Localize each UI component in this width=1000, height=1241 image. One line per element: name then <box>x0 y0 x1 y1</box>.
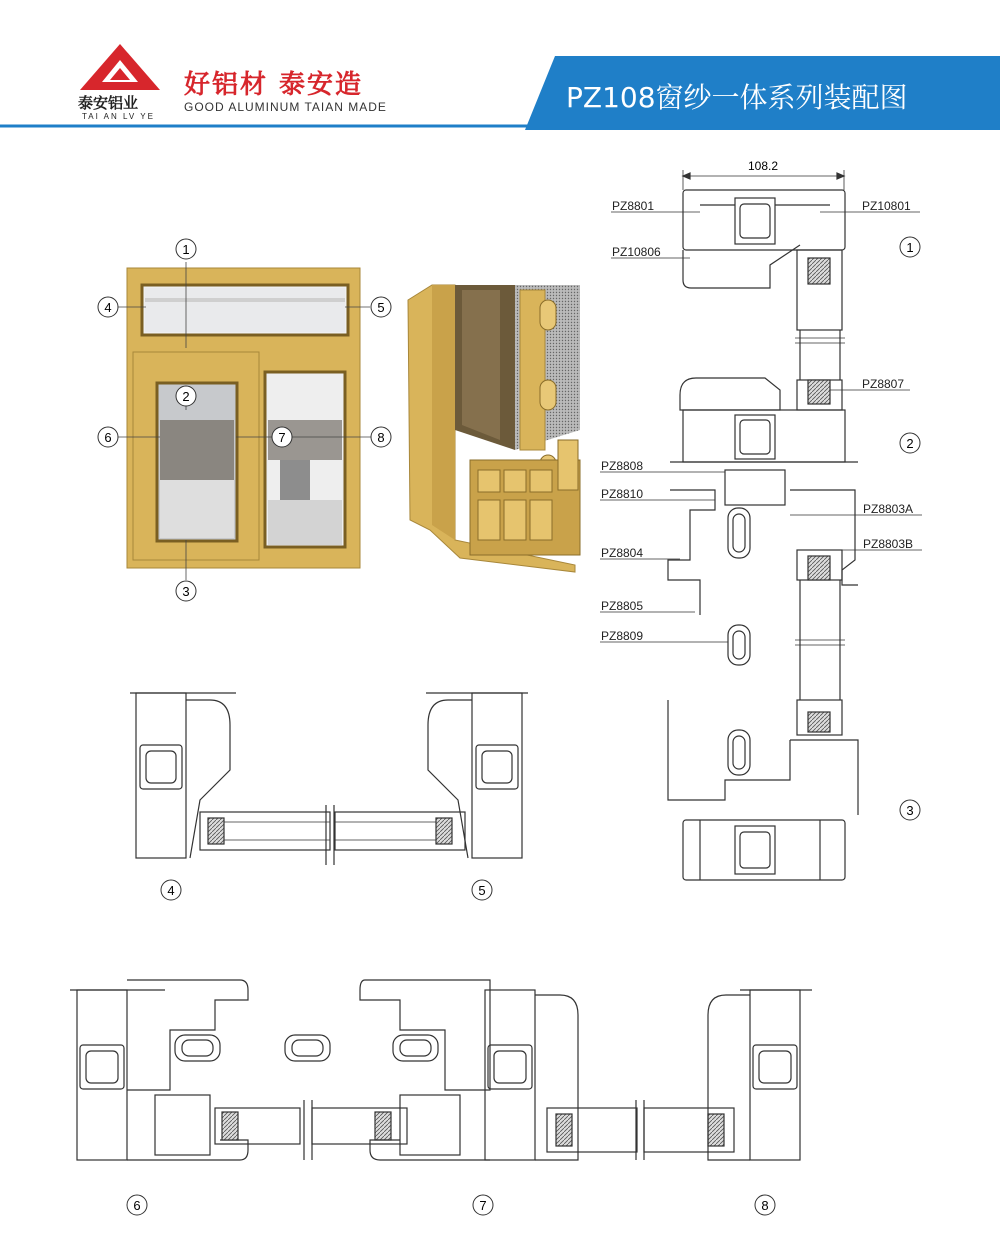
svg-text:7: 7 <box>479 1198 487 1213</box>
front-marker-1 <box>176 239 196 259</box>
svg-text:1: 1 <box>906 240 914 255</box>
svg-text:4: 4 <box>167 883 175 898</box>
svg-text:6: 6 <box>133 1198 141 1213</box>
profile-cutaway-render <box>408 285 580 572</box>
node-7-section <box>285 980 578 1160</box>
node-6-section <box>70 980 300 1160</box>
front-marker-3 <box>176 581 196 601</box>
svg-text:7: 7 <box>278 430 286 445</box>
node-5-section <box>326 693 528 865</box>
svg-text:4: 4 <box>104 300 112 315</box>
front-marker-6 <box>98 427 118 447</box>
svg-text:1: 1 <box>182 242 190 257</box>
part-label-pz8804: PZ8804 <box>601 546 644 560</box>
svg-text:5: 5 <box>478 883 486 898</box>
section-marker-1 <box>900 237 920 257</box>
brand-logo-icon <box>80 44 160 90</box>
part-label-pz8809: PZ8809 <box>601 629 644 643</box>
brand-name-cn: 泰安铝业 <box>78 94 139 112</box>
node-marker-4 <box>161 880 181 900</box>
section-marker-2 <box>900 433 920 453</box>
part-label-pz10806: PZ10806 <box>612 245 661 259</box>
slogan-cn: 好铝材 泰安造 <box>184 70 364 100</box>
part-label-pz8810: PZ8810 <box>601 487 644 501</box>
front-marker-7 <box>272 427 292 447</box>
front-marker-5 <box>371 297 391 317</box>
slogan-en: GOOD ALUMINUM TAIAN MADE <box>184 100 387 114</box>
svg-text:8: 8 <box>377 430 385 445</box>
part-label-pz8808: PZ8808 <box>601 459 644 473</box>
front-marker-4 <box>98 297 118 317</box>
svg-text:6: 6 <box>104 430 112 445</box>
part-label-pz8805: PZ8805 <box>601 599 644 613</box>
window-front-view <box>118 262 371 580</box>
svg-text:8: 8 <box>761 1198 769 1213</box>
brand-name-en: TAI AN LV YE <box>82 112 155 121</box>
svg-text:3: 3 <box>906 803 914 818</box>
svg-text:3: 3 <box>182 584 190 599</box>
front-marker-2 <box>176 386 196 406</box>
part-label-pz8803a: PZ8803A <box>863 502 914 516</box>
label-leaders <box>600 212 922 642</box>
part-label-pz8807: PZ8807 <box>862 377 905 391</box>
width-dimension: 108.2 <box>747 159 779 173</box>
front-marker-8 <box>371 427 391 447</box>
part-label-pz8803b: PZ8803B <box>863 537 914 551</box>
page-title: PZ108窗纱一体系列装配图 <box>566 81 908 114</box>
svg-text:5: 5 <box>377 300 385 315</box>
svg-text:2: 2 <box>182 389 190 404</box>
node-marker-7 <box>473 1195 493 1215</box>
svg-text:2: 2 <box>906 436 914 451</box>
node-4-section <box>130 693 330 858</box>
node-marker-8 <box>755 1195 775 1215</box>
vertical-section <box>668 170 858 880</box>
node-marker-6 <box>127 1195 147 1215</box>
node-marker-5 <box>472 880 492 900</box>
section-marker-3 <box>900 800 920 820</box>
node-8-section <box>547 990 812 1160</box>
assembly-drawing <box>0 135 1000 1235</box>
part-label-pz8801: PZ8801 <box>612 199 655 213</box>
part-label-pz10801: PZ10801 <box>862 199 911 213</box>
